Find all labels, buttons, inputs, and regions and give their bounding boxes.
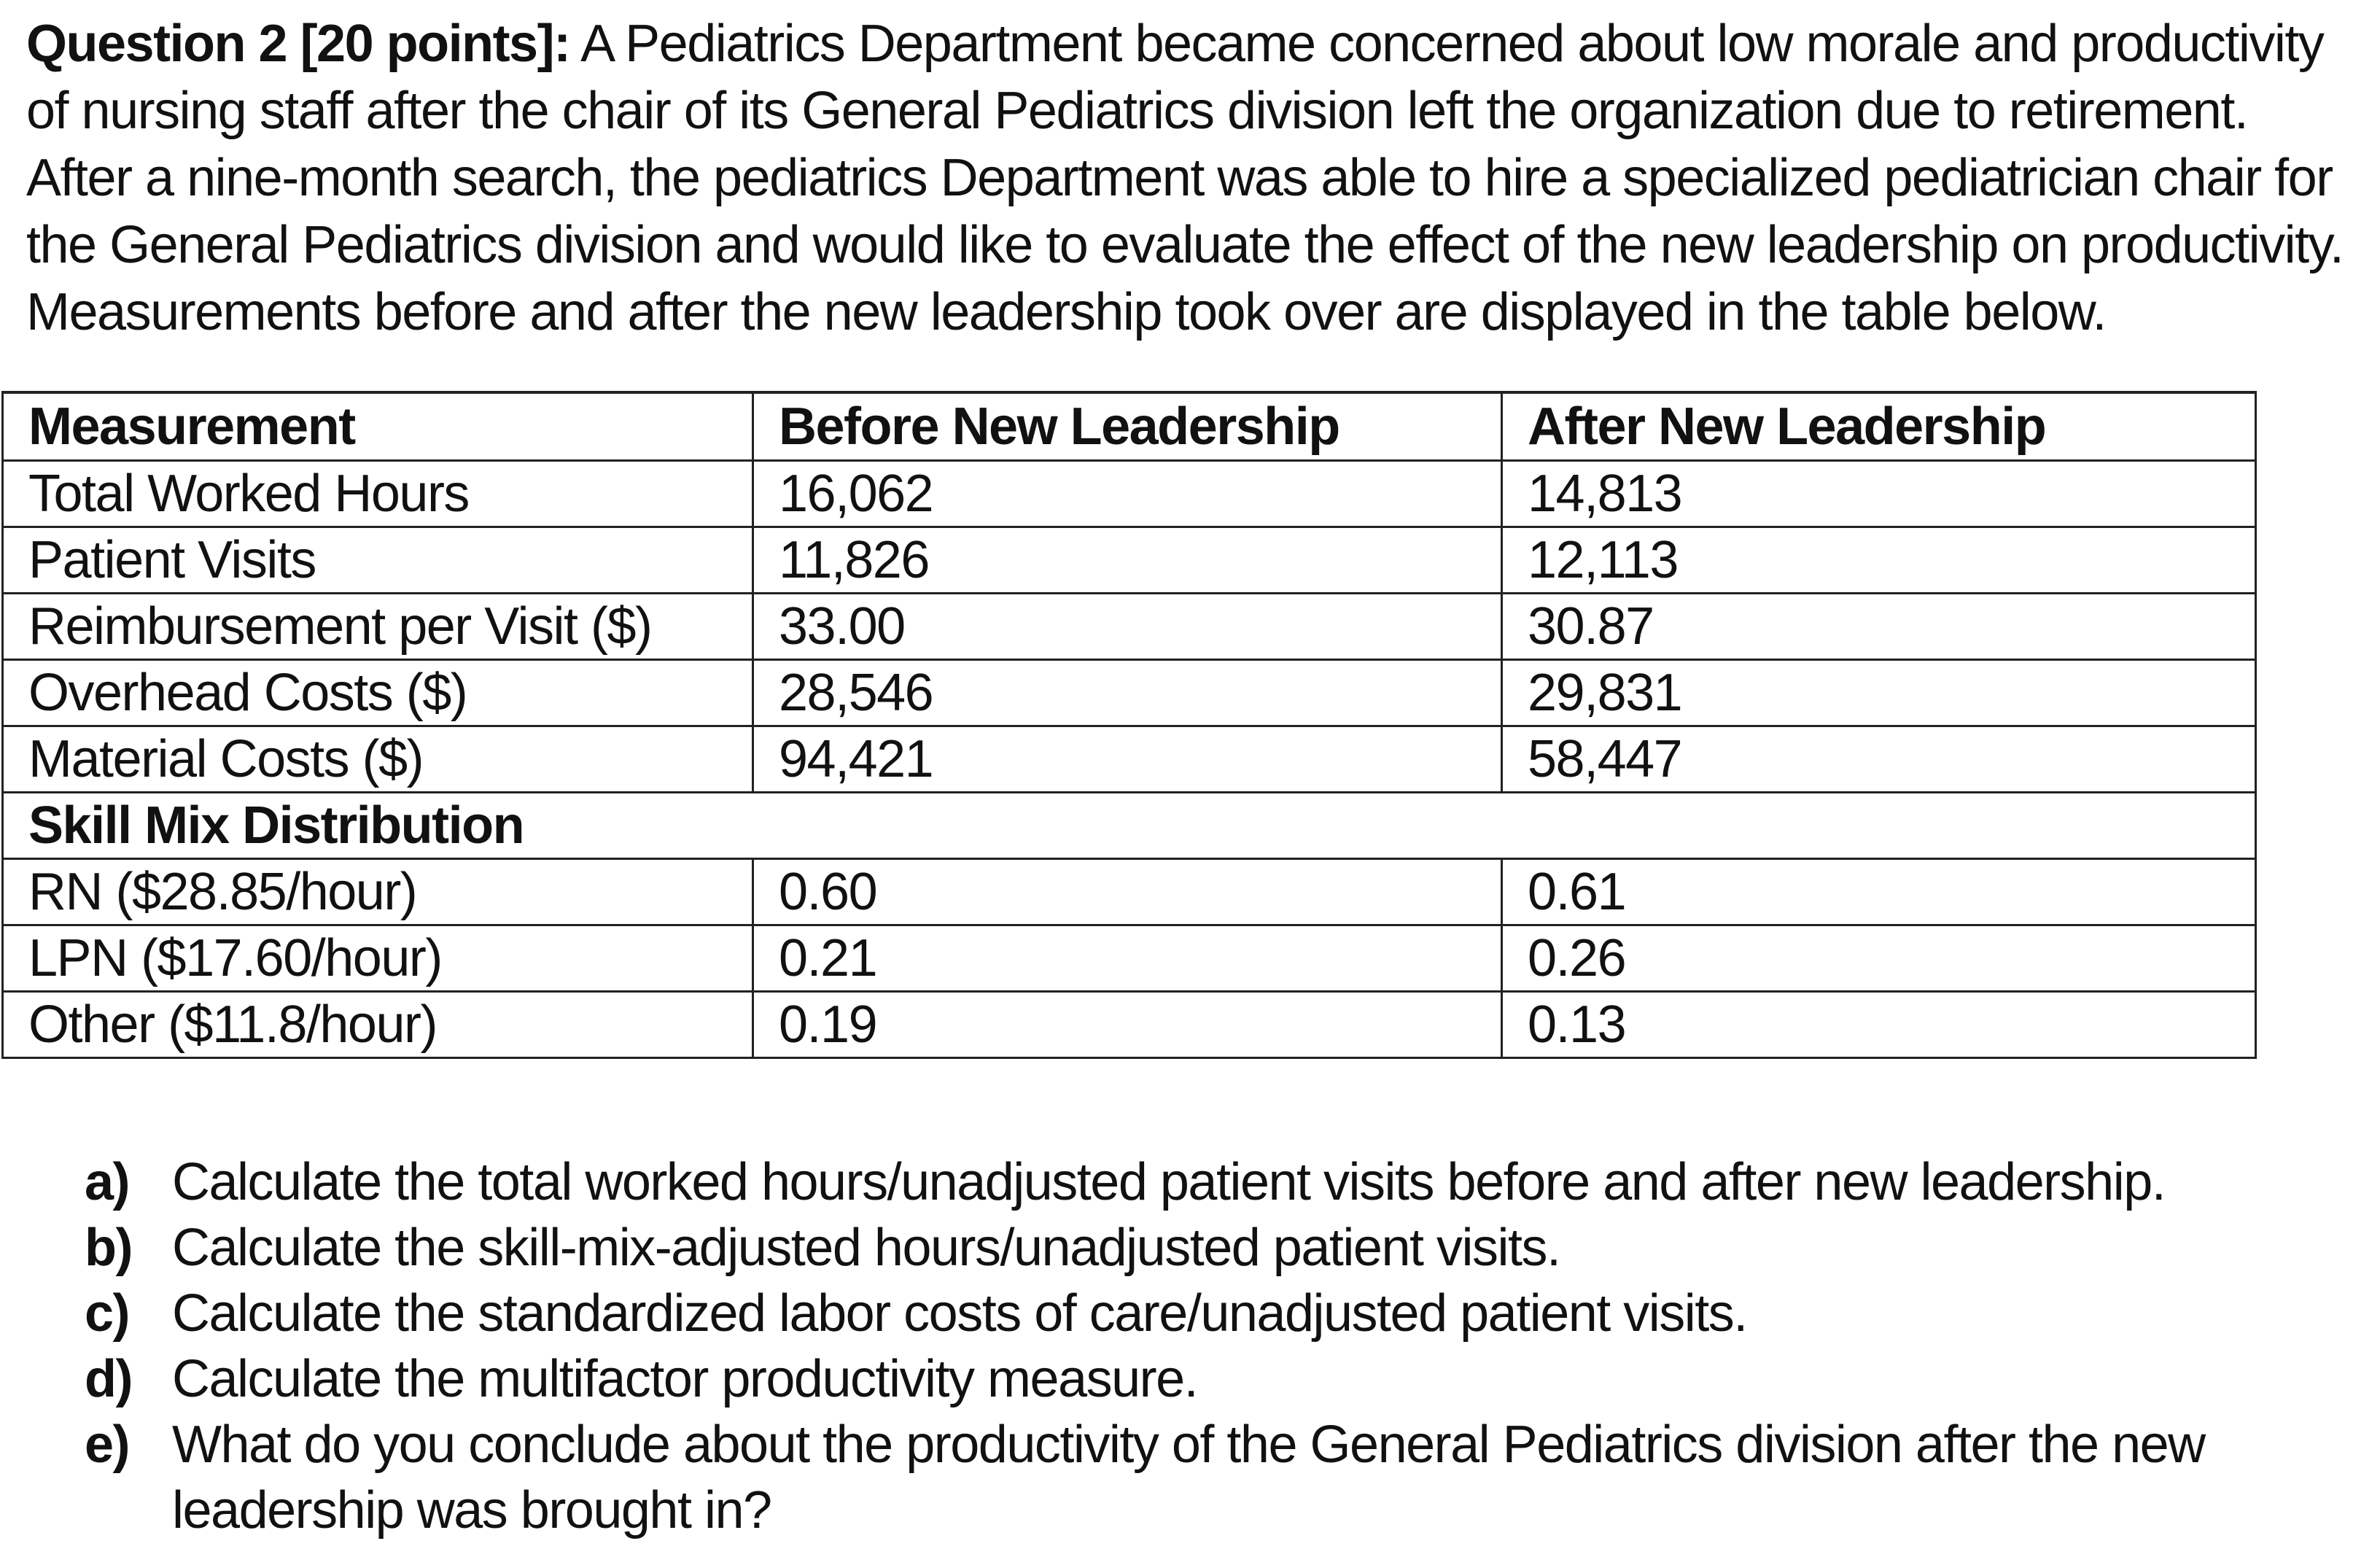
after-value: 0.61 bbox=[1502, 859, 2256, 925]
before-value: 33.00 bbox=[753, 594, 1502, 660]
question-parts-list bbox=[85, 1149, 2272, 1543]
list-item bbox=[85, 1149, 2272, 1215]
part-label: a) bbox=[85, 1153, 130, 1211]
table-row bbox=[3, 726, 2256, 793]
column-header-measurement: Measurement bbox=[3, 392, 753, 461]
row-label: Material Costs ($) bbox=[3, 726, 753, 793]
after-value: 0.13 bbox=[1502, 992, 2256, 1058]
table-row bbox=[3, 527, 2256, 594]
measurement-table bbox=[1, 391, 2257, 1059]
table-row bbox=[3, 660, 2256, 726]
part-label: d) bbox=[85, 1350, 132, 1408]
after-value: 29,831 bbox=[1502, 660, 2256, 726]
table-row bbox=[3, 992, 2256, 1058]
after-value: 0.26 bbox=[1502, 925, 2256, 992]
after-value: 58,447 bbox=[1502, 726, 2256, 793]
column-header-after: After New Leadership bbox=[1502, 392, 2256, 461]
part-text: Calculate the multifactor productivity measure. bbox=[172, 1350, 1198, 1408]
table-row bbox=[3, 859, 2256, 925]
row-label: Total Worked Hours bbox=[3, 461, 753, 527]
part-text: Calculate the standardized labor costs of care/unadjusted patient visits. bbox=[172, 1284, 1747, 1343]
before-value: 0.21 bbox=[753, 925, 1502, 992]
table-row bbox=[3, 925, 2256, 992]
part-label: e) bbox=[85, 1416, 130, 1474]
document-page bbox=[26, 10, 2352, 346]
row-label: Patient Visits bbox=[3, 527, 753, 594]
part-text: Calculate the skill-mix-adjusted hours/unadjusted patient visits. bbox=[172, 1219, 1560, 1277]
table-header-row bbox=[3, 392, 2256, 461]
before-value: 0.60 bbox=[753, 859, 1502, 925]
list-item bbox=[85, 1281, 2272, 1346]
part-text: What do you conclude about the productivity of the General Pediatrics division after the new leadership was brought in? bbox=[172, 1416, 2205, 1539]
question-body: A Pediatrics Department became concerned about low morale and productivity of nursing staff after the chair of its General Pediatrics division left the organization due to retirement. After a nine-month search, the pediatrics Department was able to hire a specialized pediatrician chair for the General Pediatrics division and would like to evaluate the effect of the new leadership on productivity. Measurements before and after the new leadership took over are displayed in the table below. bbox=[26, 15, 2344, 341]
before-value: 0.19 bbox=[753, 992, 1502, 1058]
row-label: RN ($28.85/hour) bbox=[3, 859, 753, 925]
list-item bbox=[85, 1215, 2272, 1281]
question-intro bbox=[26, 10, 2345, 346]
part-label: c) bbox=[85, 1284, 130, 1343]
after-value: 14,813 bbox=[1502, 461, 2256, 527]
before-value: 28,546 bbox=[753, 660, 1502, 726]
before-value: 11,826 bbox=[753, 527, 1502, 594]
part-label: b) bbox=[85, 1219, 132, 1277]
before-value: 94,421 bbox=[753, 726, 1502, 793]
column-header-before: Before New Leadership bbox=[753, 392, 1502, 461]
before-value: 16,062 bbox=[753, 461, 1502, 527]
list-item bbox=[85, 1346, 2272, 1412]
table-row bbox=[3, 594, 2256, 660]
section-row bbox=[3, 793, 2256, 859]
list-item bbox=[85, 1412, 2272, 1543]
part-text: Calculate the total worked hours/unadjusted patient visits before and after new leadership. bbox=[172, 1153, 2166, 1211]
row-label: LPN ($17.60/hour) bbox=[3, 925, 753, 992]
row-label: Other ($11.8/hour) bbox=[3, 992, 753, 1058]
row-label: Reimbursement per Visit ($) bbox=[3, 594, 753, 660]
section-label-skill-mix: Skill Mix Distribution bbox=[3, 793, 2256, 859]
question-heading: Question 2 [20 points]: bbox=[26, 15, 570, 73]
row-label: Overhead Costs ($) bbox=[3, 660, 753, 726]
after-value: 12,113 bbox=[1502, 527, 2256, 594]
table-row bbox=[3, 461, 2256, 527]
after-value: 30.87 bbox=[1502, 594, 2256, 660]
